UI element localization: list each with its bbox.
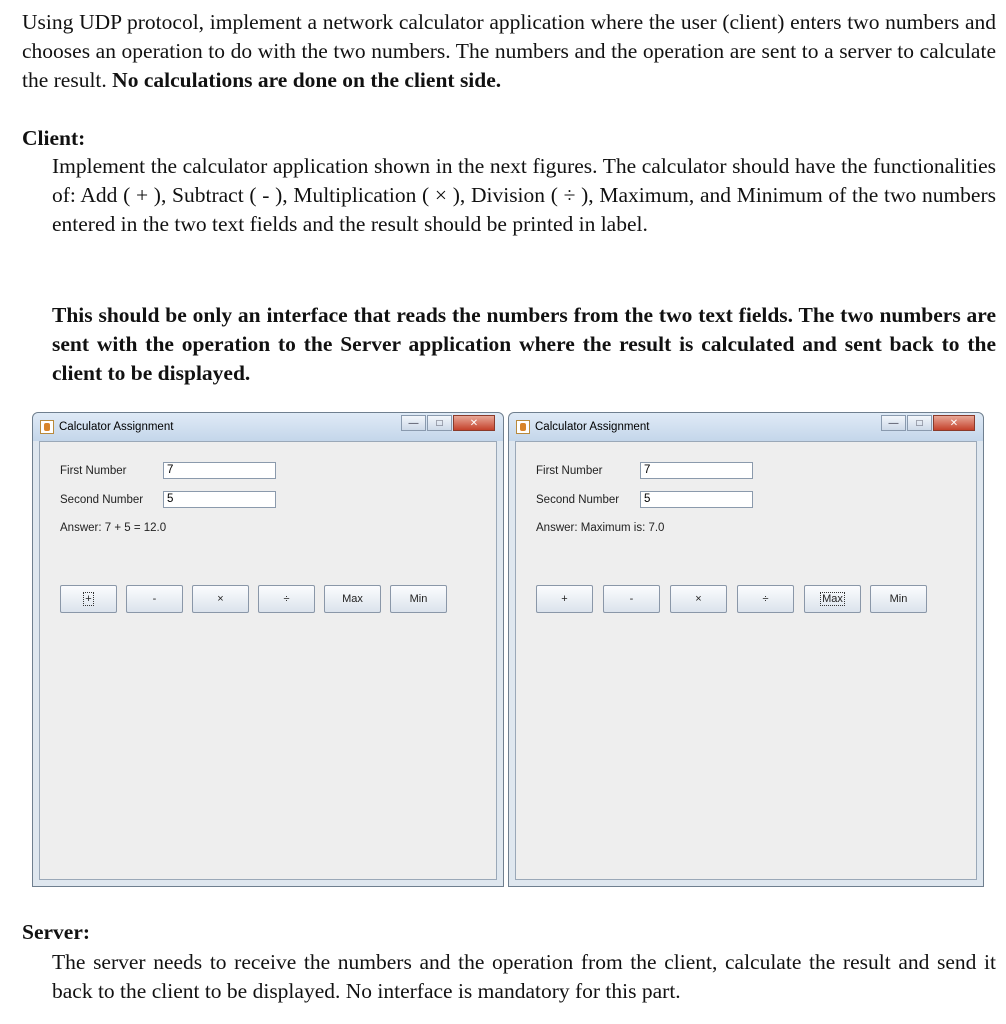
- second-number-label: Second Number: [60, 494, 144, 506]
- max-button[interactable]: [324, 585, 381, 613]
- min-button-label: Min: [409, 593, 428, 605]
- window-titlebar[interactable]: [33, 413, 503, 441]
- divide-button-label: ÷: [283, 593, 290, 605]
- window-title: Calculator Assignment: [59, 421, 174, 433]
- max-button-label: Max: [822, 593, 843, 605]
- answer-label: Answer: 7 + 5 = 12.0: [60, 522, 167, 534]
- divide-button[interactable]: [737, 585, 794, 613]
- window-content: [515, 441, 977, 880]
- server-heading: Server:: [22, 920, 91, 944]
- maximize-button[interactable]: □: [907, 415, 932, 431]
- client-description: Implement the calculator application shown in the next figures. The calculator should have the functionalities of: Add ( + ), Subtract ( - ), Multiplication ( × ), Division ( ÷ ), Maximum, and Minimum of the two numbers entered in the two text fields and the result should be printed in label.: [52, 154, 996, 236]
- close-button[interactable]: ✕: [453, 415, 495, 431]
- server-description: The server needs to receive the numbers and the operation from the client, calculate the result and send it back to the client to be displayed. No interface is mandatory for this part.: [52, 950, 996, 1003]
- subtract-button-label: -: [152, 593, 157, 605]
- add-button[interactable]: [60, 585, 117, 613]
- intro-text: Using UDP protocol, implement a network calculator application where the user (client) enters two numbers and chooses an operation to do with the two numbers. The numbers and the operation are sent to a server to calculate the result.: [22, 10, 996, 92]
- multiply-button[interactable]: [192, 585, 249, 613]
- multiply-button-label: ×: [217, 593, 224, 605]
- window-titlebar[interactable]: [509, 413, 983, 441]
- max-button-label: Max: [342, 593, 363, 605]
- first-number-label: First Number: [60, 465, 127, 477]
- calculator-window-1: [32, 412, 504, 887]
- intro-bold-text: No calculations are done on the client side.: [112, 68, 502, 92]
- max-button[interactable]: [804, 585, 861, 613]
- minimize-button[interactable]: —: [881, 415, 906, 431]
- first-number-input[interactable]: 7: [163, 462, 276, 479]
- min-button-label: Min: [889, 593, 908, 605]
- min-button[interactable]: [390, 585, 447, 613]
- subtract-button[interactable]: [126, 585, 183, 613]
- java-app-icon: [40, 420, 54, 434]
- add-button-label: +: [85, 593, 92, 605]
- calculator-window-2: [508, 412, 984, 887]
- divide-button[interactable]: [258, 585, 315, 613]
- java-app-icon: [516, 420, 530, 434]
- answer-label: Answer: Maximum is: 7.0: [536, 522, 665, 534]
- second-number-input[interactable]: 5: [640, 491, 753, 508]
- second-number-label: Second Number: [536, 494, 620, 506]
- add-button-label: +: [561, 593, 568, 605]
- second-number-input[interactable]: 5: [163, 491, 276, 508]
- minimize-button[interactable]: —: [401, 415, 426, 431]
- divide-button-label: ÷: [762, 593, 769, 605]
- add-button[interactable]: [536, 585, 593, 613]
- close-button[interactable]: ✕: [933, 415, 975, 431]
- client-bold-note: This should be only an interface that reads the numbers from the two text fields. The two numbers are sent with the operation to the Server application where the result is calculated and sent back to the client to be displayed.: [52, 303, 996, 385]
- maximize-button[interactable]: □: [427, 415, 452, 431]
- first-number-input[interactable]: 7: [640, 462, 753, 479]
- subtract-button-label: -: [629, 593, 634, 605]
- intro-paragraph: [22, 8, 996, 95]
- subtract-button[interactable]: [603, 585, 660, 613]
- window-content: [39, 441, 497, 880]
- client-heading: Client:: [22, 126, 86, 150]
- first-number-label: First Number: [536, 465, 603, 477]
- min-button[interactable]: [870, 585, 927, 613]
- multiply-button-label: ×: [695, 593, 702, 605]
- multiply-button[interactable]: [670, 585, 727, 613]
- window-title: Calculator Assignment: [535, 421, 650, 433]
